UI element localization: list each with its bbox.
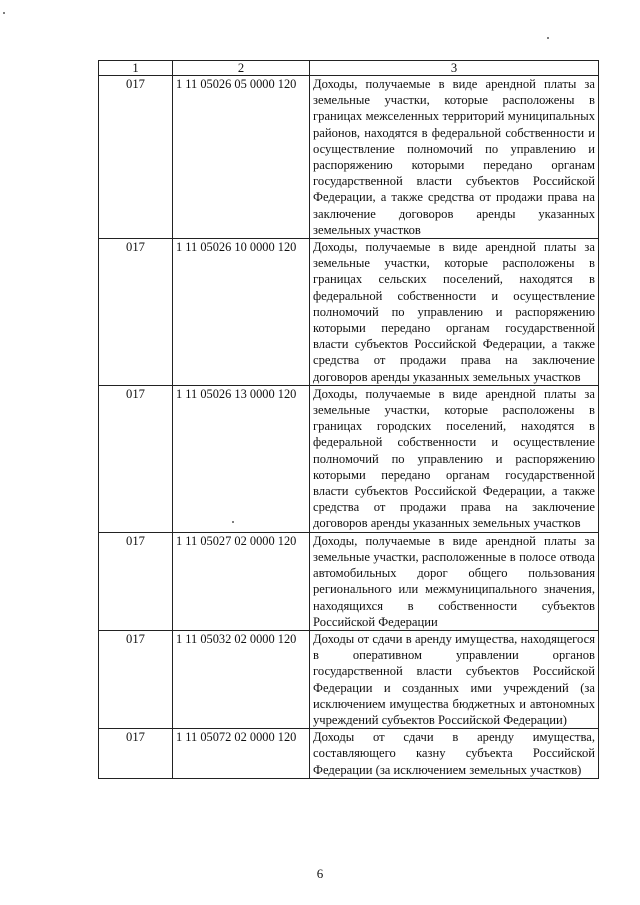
table-header-row — [99, 61, 599, 76]
table-row — [99, 532, 599, 630]
page-number: 6 — [316, 866, 324, 881]
admin-code-cell: 017 — [99, 729, 173, 779]
revenue-codes-table — [98, 60, 599, 779]
scan-speck — [547, 37, 549, 39]
column-header-2: 2 — [173, 61, 310, 76]
budget-code-cell: 1 11 05027 02 0000 120 — [173, 532, 310, 630]
description-cell: Доходы от сдачи в аренду имущества, находящегося в оперативном управлении органов государственной власти субъектов Российской Федерации и созданных ими учреждений (за исключением имущества бюджетных и автономных учреждений субъектов Российской Федерации) — [310, 630, 599, 728]
column-header-3: 3 — [310, 61, 599, 76]
admin-code-cell: 017 — [99, 532, 173, 630]
admin-code-cell: 017 — [99, 630, 173, 728]
description-cell: Доходы, получаемые в виде арендной платы за земельные участки, которые расположены в границах сельских поселений, находятся в федеральной собственности и осуществление полномочий по управлению и распоряжению которыми передано органам государственной власти субъектов Российской Федерации, а также средства от продажи права на заключение договоров аренды указанных земельных участков — [310, 239, 599, 386]
table-row — [99, 76, 599, 239]
budget-code-cell: 1 11 05026 05 0000 120 — [173, 76, 310, 239]
admin-code-cell: 017 — [99, 385, 173, 532]
column-header-1: 1 — [99, 61, 173, 76]
scan-speck — [3, 12, 5, 14]
budget-code-cell: 1 11 05032 02 0000 120 — [173, 630, 310, 728]
budget-code-cell: 1 11 05026 13 0000 120 — [173, 385, 310, 532]
scan-speck — [232, 521, 234, 523]
table-row — [99, 385, 599, 532]
description-cell: Доходы, получаемые в виде арендной платы за земельные участки, расположенные в полосе отвода автомобильных дорог общего пользования регионального или межмуниципального значения, находящихся в собственности субъектов Российской Федерации — [310, 532, 599, 630]
budget-code-cell: 1 11 05072 02 0000 120 — [173, 729, 310, 779]
table-row — [99, 729, 599, 779]
description-cell: Доходы, получаемые в виде арендной платы за земельные участки, которые расположены в границах межселенных территорий муниципальных районов, находятся в федеральной собственности и осуществление полномочий по управлению и распоряжению которыми передано органам государственной власти субъектов Российской Федерации, а также средства от продажи права на заключение договоров аренды указанных земельных участков — [310, 76, 599, 239]
admin-code-cell: 017 — [99, 76, 173, 239]
description-cell: Доходы от сдачи в аренду имущества, составляющего казну субъекта Российской Федерации (за исключением земельных участков) — [310, 729, 599, 779]
admin-code-cell: 017 — [99, 239, 173, 386]
table-row — [99, 239, 599, 386]
description-cell: Доходы, получаемые в виде арендной платы за земельные участки, которые расположены в границах городских поселений, находятся в федеральной собственности и осуществление полномочий по управлению и распоряжению которыми передано органам государственной власти субъектов Российской Федерации, а также средства от продажи права на заключение договоров аренды указанных земельных участков — [310, 385, 599, 532]
table-row — [99, 630, 599, 728]
budget-code-cell: 1 11 05026 10 0000 120 — [173, 239, 310, 386]
